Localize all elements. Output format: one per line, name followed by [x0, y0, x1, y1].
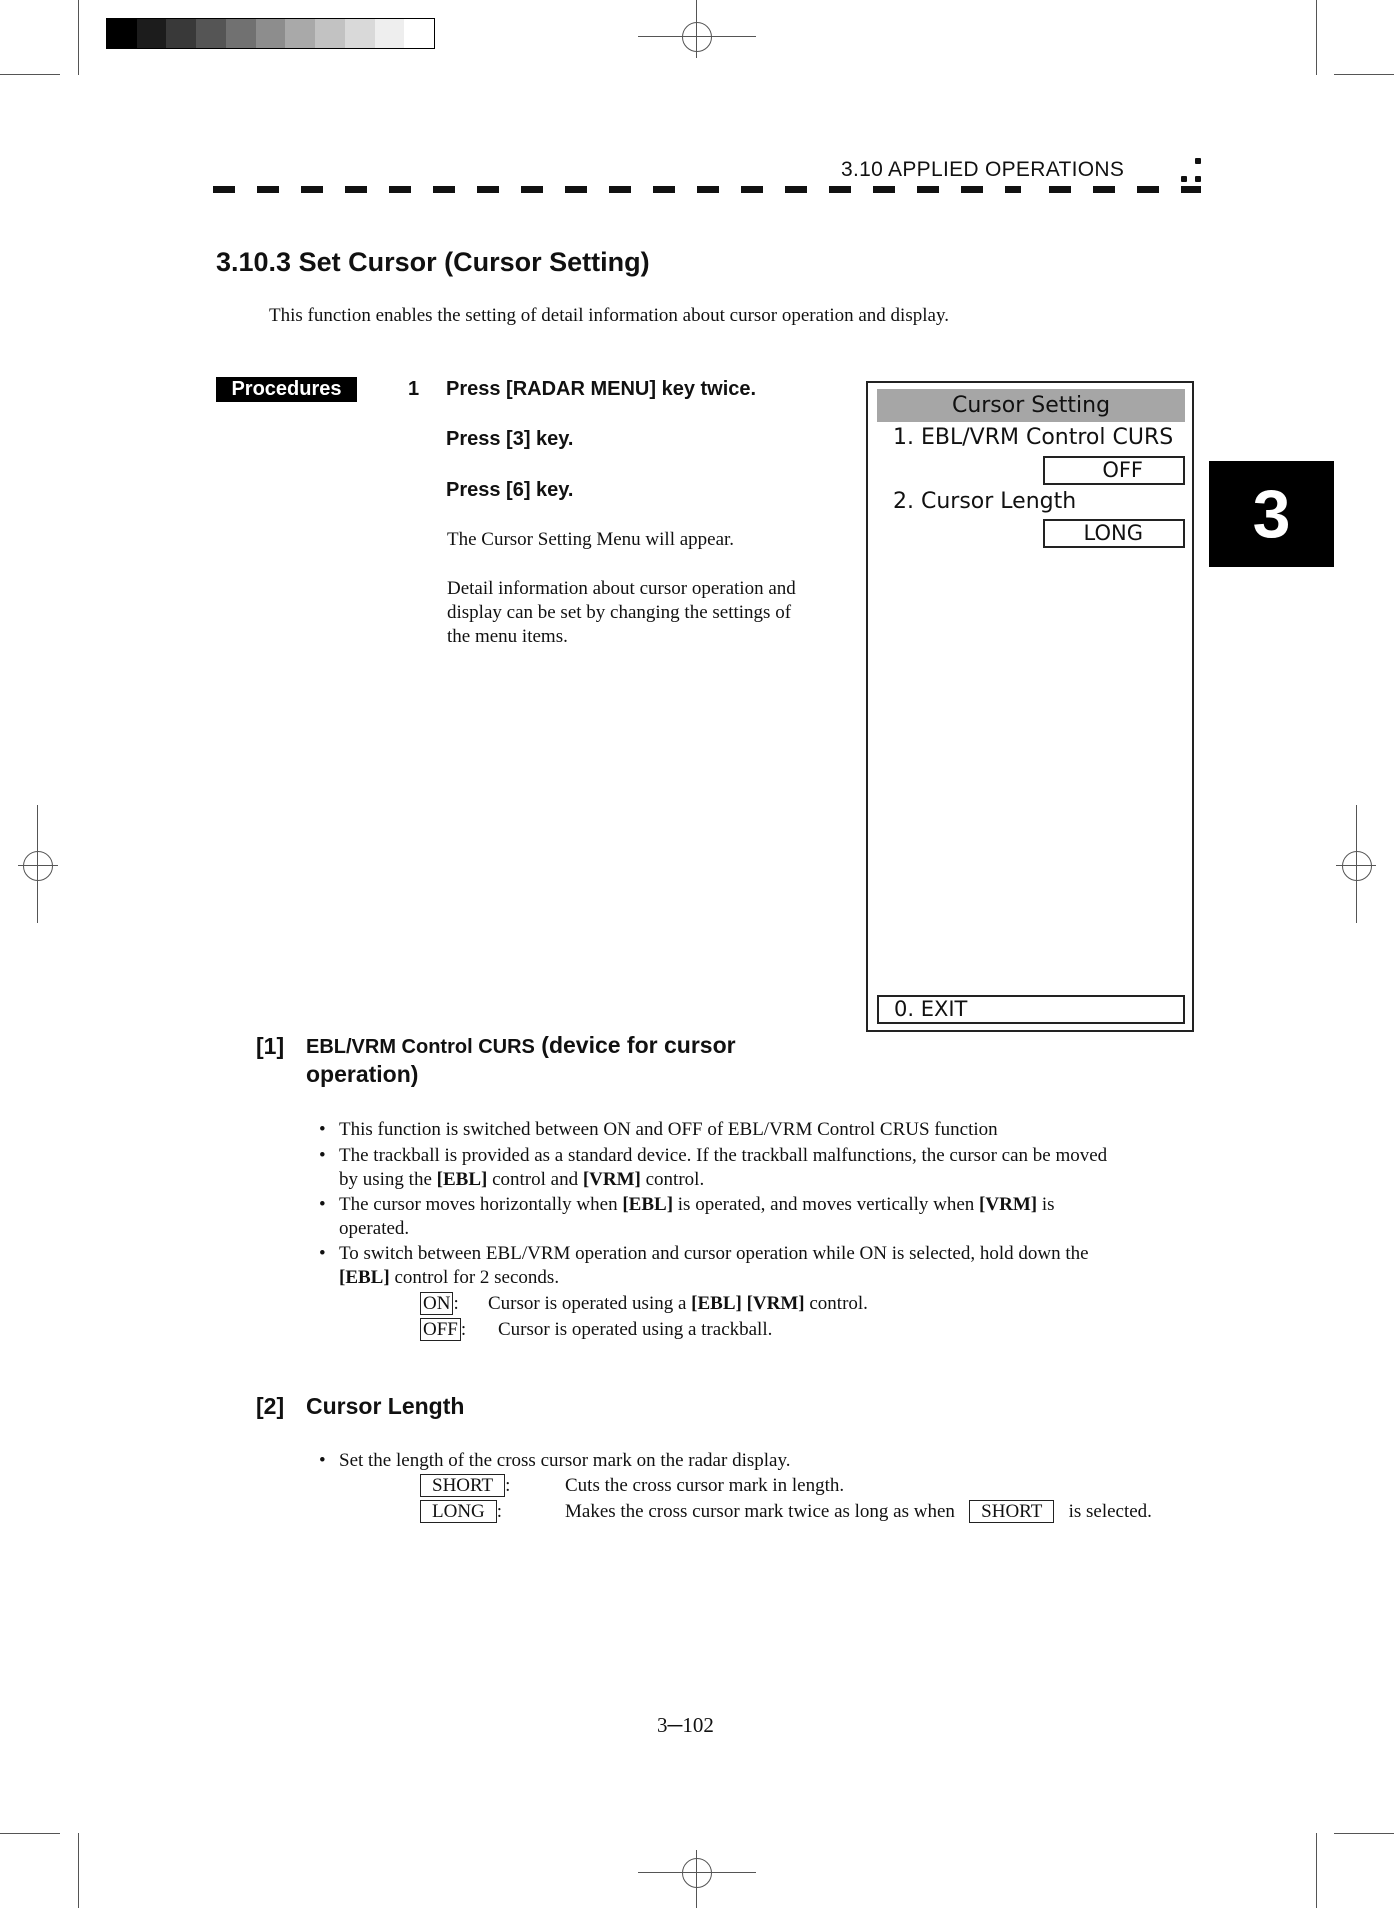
header-dot — [1195, 176, 1201, 182]
bullet-item: • Set the length of the cross cursor mark on the radar display. — [319, 1450, 791, 1471]
menu-exit[interactable]: 0. EXIT — [877, 995, 1185, 1024]
option-on: ON : — [420, 1292, 459, 1316]
grayscale-swatch — [256, 19, 286, 48]
step-text: Press [RADAR MENU] key twice. — [446, 378, 757, 400]
running-header: 3.10 APPLIED OPERATIONS — [841, 158, 1125, 181]
menu-item-cursor-length-label[interactable]: 2. Cursor Length — [893, 489, 1077, 514]
menu-title: Cursor Setting — [877, 389, 1185, 422]
subsection-title: EBL/VRM Control CURS (device for cursor — [306, 1032, 736, 1058]
menu-item-cursor-length-value[interactable]: LONG — [1043, 519, 1185, 548]
subsection-title-cont: operation) — [306, 1061, 419, 1087]
intro-text: This function enables the setting of detail information about cursor operation and display. — [269, 305, 949, 326]
grayscale-swatch — [404, 19, 434, 48]
option-off: OFF : — [420, 1318, 466, 1342]
option-short-desc: Cuts the cross cursor mark in length. — [565, 1475, 845, 1496]
step-text: Press [3] key. — [446, 428, 574, 450]
step-note-line: display can be set by changing the settings of — [447, 602, 792, 623]
section-title: 3.10.3 Set Cursor (Cursor Setting) — [216, 247, 650, 277]
procedures-label: Procedures — [216, 377, 357, 402]
grayscale-swatch — [137, 19, 167, 48]
option-long: LONG : — [420, 1500, 502, 1524]
grayscale-swatch — [196, 19, 226, 48]
grayscale-swatch — [285, 19, 315, 48]
option-long-desc: Makes the cross cursor mark twice as long as when SHORT is selected. — [565, 1501, 1152, 1522]
grayscale-swatch — [375, 19, 405, 48]
subsection-number: [2] — [256, 1393, 285, 1419]
bullet-item: • The cursor moves horizontally when [EBL] is operated, and moves vertically when [VRM] is operated. — [319, 1194, 1055, 1239]
grayscale-swatch — [166, 19, 196, 48]
bullet-item: • This function is switched between ON and OFF of EBL/VRM Control CRUS function — [319, 1119, 998, 1140]
option-on-desc: Cursor is operated using a [EBL] [VRM] control. — [488, 1293, 868, 1314]
grayscale-swatch — [226, 19, 256, 48]
step-number: 1 — [408, 378, 420, 400]
bullet-item: • The trackball is provided as a standard device. If the trackball malfunctions, the cursor can be moved by using the [EBL] control and [VRM] control. — [319, 1145, 1108, 1190]
option-off-desc: Cursor is operated using a trackball. — [498, 1319, 773, 1340]
grayscale-swatch — [107, 19, 137, 48]
bullet-item: • To switch between EBL/VRM operation and cursor operation while ON is selected, hold down the [EBL] control for 2 seconds. — [319, 1243, 1089, 1288]
chapter-tab: 3 — [1209, 461, 1334, 567]
menu-item-ebl-vrm-label[interactable]: 1. EBL/VRM Control CURS — [893, 425, 1174, 450]
step-note-line: the menu items. — [447, 626, 568, 647]
header-dashed-rule — [213, 186, 1201, 193]
menu-item-ebl-vrm-value[interactable]: OFF — [1043, 456, 1185, 485]
page-number: 3─102 — [657, 1713, 714, 1737]
subsection-title: Cursor Length — [306, 1393, 465, 1419]
grayscale-swatch — [345, 19, 375, 48]
step-text: Press [6] key. — [446, 479, 574, 501]
option-short: SHORT : — [420, 1474, 510, 1498]
header-dot — [1181, 176, 1187, 182]
subsection-number: [1] — [256, 1033, 285, 1059]
grayscale-bar — [106, 18, 435, 49]
grayscale-swatch — [315, 19, 345, 48]
header-dot — [1195, 158, 1201, 164]
step-note: The Cursor Setting Menu will appear. — [447, 529, 735, 550]
step-note-line: Detail information about cursor operation and — [447, 578, 796, 599]
